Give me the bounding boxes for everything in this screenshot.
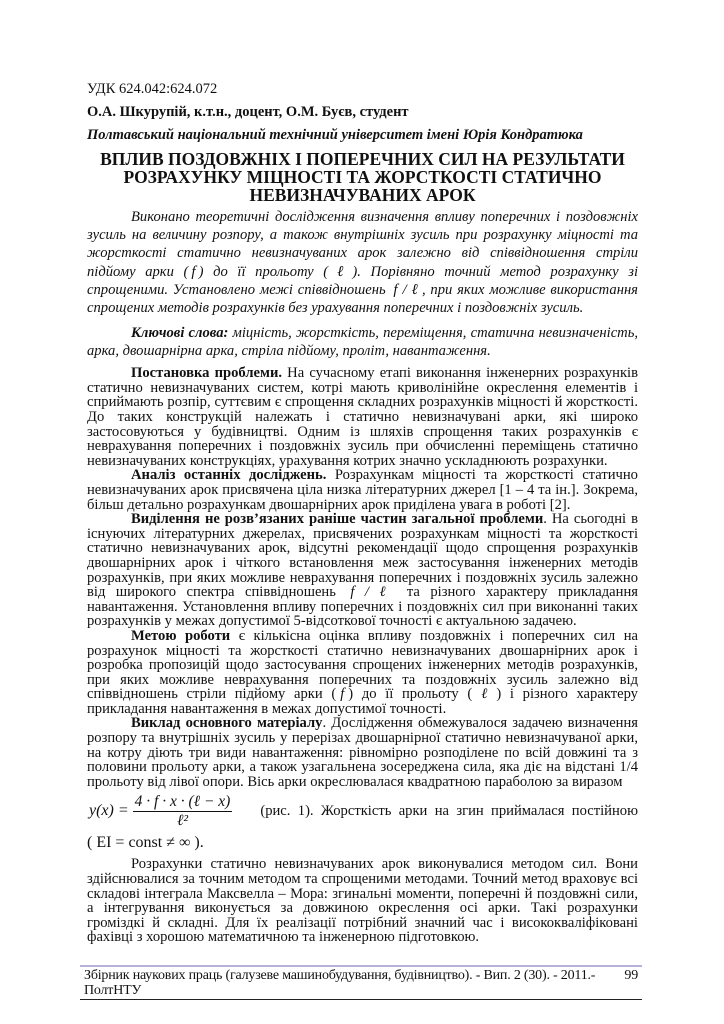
keywords-label: Ключові слова:: [131, 325, 229, 342]
page-number: 99: [624, 968, 638, 983]
formula-numerator: 4 · f · x · (ℓ − x): [134, 793, 231, 811]
symbol-ratio: f / ℓ: [350, 584, 393, 601]
formula-fraction: [133, 793, 233, 829]
symbol-l: ℓ: [331, 263, 350, 280]
formula-denominator: ℓ²: [176, 812, 189, 830]
title-line: НЕВИЗНАЧУВАНИХ АРОК: [249, 185, 476, 205]
symbol-l: ℓ: [476, 686, 493, 703]
footer-text-row: [80, 967, 642, 998]
keywords-text: міцність, жорсткість, переміщення, статична невизначеність, арка, двошарнірна арка, стріла підйому, проліт, навантаження.: [87, 325, 638, 359]
paragraph-main: [87, 716, 638, 789]
paragraph-unsolved: [87, 512, 638, 629]
section-lead: Постановка проблеми.: [131, 365, 283, 382]
symbol-f: f: [191, 263, 196, 280]
paragraph-text: . Дослідження обмежувалося задачею визначення розпору та внутрішніх зусиль у перерізах двошарнірної статично невизначуваної арки, на котру діють три види навантаження: рівномірно розподілене по всій довжині та з половини прольоту арки, а також узагальнена зосереджена сила, яка діє на відстані 1/4 прольоту від лівої опори. Вісь арки окреслювалася квадратною параболою за виразом: [87, 715, 638, 790]
article-title: [87, 150, 638, 204]
title-line: РОЗРАХУНКУ МІЦНОСТІ ТА ЖОРСТКОСТІ СТАТИЧНО: [123, 167, 602, 187]
journal-citation: Збірник наукових праць (галузеве машинобудування, будівництво). - Вип. 2 (30). - 2011.-ПолтНТУ: [84, 968, 596, 998]
stiffness-condition: ( EI = const ≠ ∞ ).: [87, 834, 204, 852]
abstract-text: ). Порівняно точний метод розрахунку зі спрощеними. Установлено межі співвідношень: [87, 263, 638, 298]
section-lead: Виділення не розв’язаних раніше частин загальної проблеми: [131, 511, 544, 528]
paragraph-text: . На сьогодні в існуючих літературних джерелах, присвячених розрахункам міцності та жорсткості статично невизначуваних арок, відсутні рекомендації щодо спрощення розрахунків двошарнірних арок і чіткого встановлення меж застосування інженерних методів розрахунків, при яких можливе неврахування поперечних і поздовжніх зусиль залежно від широкого спектра співвідношень: [87, 511, 638, 601]
affiliation: Полтавський національний технічний університет імені Юрія Кондратюка: [87, 127, 583, 143]
abstract: [87, 208, 638, 317]
symbol-ratio: f / ℓ: [393, 281, 419, 298]
abstract-text: ) до її прольоту (: [198, 263, 329, 280]
paragraph-text: та різного характеру прикладання навантаження. Установлення впливу поперечних і поздовжніх сил при виконанні таких розрахунків у межах допустимої 5-відсоткової точності є актуальною задачею.: [87, 584, 638, 630]
abstract-text: , при яких можливе використання спрощених методів розрахунків без урахування поперечних і поздовжніх зусиль.: [87, 281, 638, 317]
symbol-f: f: [340, 686, 345, 703]
paragraph-text: ) і різного характеру прикладання навантаження в межах допустимої точності.: [87, 686, 638, 717]
paragraph-text: На сучасному етапі виконання інженерних розрахунків статично невизначуваних систем, котрі мають криволінійне окреслення елементів і сприймають розпір, суттєвим є спрощення складних розрахунків міцності й жорсткості. До таких конструкцій належать і статично невизначувані арки, які широко застосовуються у будівництві. Одним із шляхів спрощення таких розрахунків є неврахування поперечних і поздовжніх зусиль при обчисленні переміщень статично невизначуваних конструкціях, урахування котрих значно ускладнюють розрахунки.: [87, 365, 638, 469]
formula-lhs: y(x) =: [89, 802, 129, 820]
page-footer: [80, 945, 642, 1000]
paragraph-text: Розрахункам міцності та жорсткості статично невизначуваних арок присвячена ціла низка літературних джерел [1 – 4 та ін.]. Зокрема, більш детально розрахункам двошарнірних арок приділена увага в роботі [2].: [87, 467, 638, 513]
paragraph-text: є кількісна оцінка впливу поздовжніх і поперечних сил на розрахунок міцності та жорсткості статично невизначуваних двошарнірних арок і розробка пропозицій щодо застосування спрощених інженерних методів розрахунків, при яких можливе неврахування поперечних та поздовжніх зусиль залежно від співвідношень стріли підйому арки (: [87, 627, 638, 703]
section-lead: Аналіз останніх досліджень.: [131, 467, 327, 484]
section-lead: Виклад основного матеріалу: [131, 715, 323, 732]
authors: О.А. Шкурупій, к.т.н., доцент, О.М. Буєв, студент: [87, 104, 409, 120]
section-lead: Метою роботи: [131, 627, 231, 644]
parabola-formula: [87, 792, 638, 830]
footer-rule-bottom: [80, 999, 642, 1000]
paragraph-analysis: [87, 468, 638, 512]
udk-code: УДК 624.042:624.072: [87, 81, 218, 97]
paragraph-goal: [87, 629, 638, 717]
keywords: [87, 325, 638, 360]
paragraph-calculations: Розрахунки статично невизначуваних арок виконувалися методом сил. Вони здійснювалися за точним методом та спрощеними методами. Точний метод враховує всі складові інтеграла Максвелла – Мора: згинальні моменти, поперечні й поздовжні сили, а інтегрування виконується за довжиною окреслення осі арки. Такі розрахунки громіздкі й складні. Для їх реалізації потрібний значний час і висококваліфіковані фахівці з хорошою математичною та інженерною підготовкою.: [87, 856, 638, 946]
paragraph-problem: [87, 366, 638, 468]
formula-caption-text: (рис. 1). Жорсткість арки на згин приймалася постійною: [260, 803, 638, 820]
paragraph-text: ) до її прольоту (: [348, 686, 473, 703]
abstract-text: Виконано теоретичні дослідження визначення впливу поперечних і поздовжніх зусиль на величину розпору, а також внутрішніх зусиль при розрахунку міцності та жорсткості статично невизначуваних арок залежно від співвідношення стріли підйому арки (: [87, 209, 638, 280]
title-line: ВПЛИВ ПОЗДОВЖНІХ І ПОПЕРЕЧНИХ СИЛ НА РЕЗУЛЬТАТИ: [100, 149, 625, 169]
article-body: [87, 366, 638, 945]
